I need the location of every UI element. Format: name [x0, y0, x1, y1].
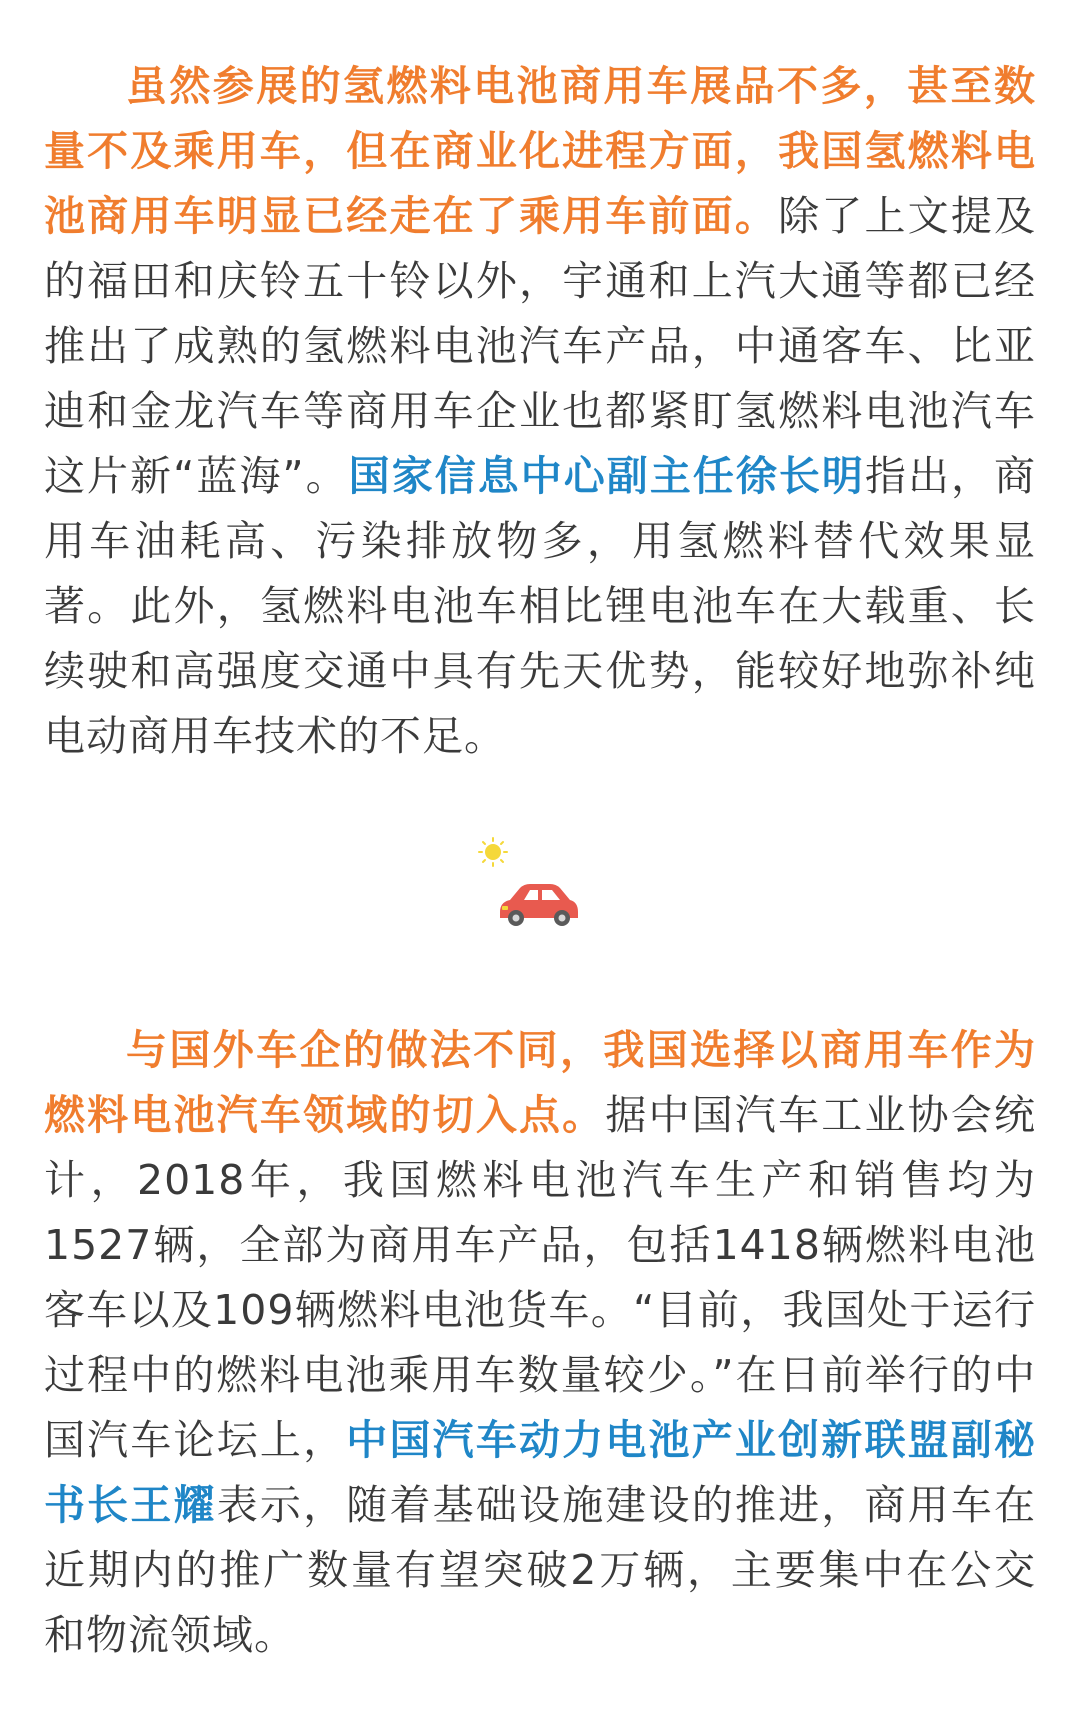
section-divider [0, 830, 1080, 950]
paragraph-1 [44, 54, 1036, 769]
paragraph-2 [44, 1018, 1036, 1668]
highlight-orange-1: 虽然参展的氢燃料电池商用车展品不多，甚至数量不及乘用车，但在商业化进程方面，我国氢燃料电池商用车明显已经走在了乘用车前面。 [44, 62, 1036, 240]
highlight-blue-1: 国家信息中心副主任徐长明 [348, 452, 865, 500]
highlight-blue-2: 中国汽车动力电池产业创新联盟副秘书长王耀 [44, 1416, 1037, 1529]
divider-illustration [470, 830, 610, 950]
body-text-2a: 据中国汽车工业协会统计，2018年，我国燃料电池汽车生产和销售均为1527辆，全部为商用车产品，包括1418辆燃料电池客车以及109辆燃料电池货车。“目前，我国处于运行过程中的燃料电池乘用车数量较少。”在日前举行的中国汽车论坛上， [44, 1091, 1037, 1464]
highlight-orange-2: 与国外车企的做法不同，我国选择以商用车作为燃料电池汽车领域的切入点。 [44, 1026, 1036, 1139]
sun-icon [479, 838, 507, 866]
body-text-1a: 除了上文提及的福田和庆铃五十铃以外，宇通和上汽大通等都已经推出了成熟的氢燃料电池汽车产品，中通客车、比亚迪和金龙汽车等商用车企业也都紧盯氢燃料电池汽车这片新“蓝海”。 [44, 192, 1037, 500]
car-icon [500, 884, 578, 926]
body-text-2b: 表示，随着基础设施建设的推进，商用车在近期内的推广数量有望突破2万辆，主要集中在公交和物流领域。 [44, 1481, 1037, 1659]
body-text-1b: 指出，商用车油耗高、污染排放物多，用氢燃料替代效果显著。此外，氢燃料电池车相比锂电池车在大载重、长续驶和高强度交通中具有先天优势，能较好地弥补纯电动商用车技术的不足。 [44, 452, 1037, 760]
